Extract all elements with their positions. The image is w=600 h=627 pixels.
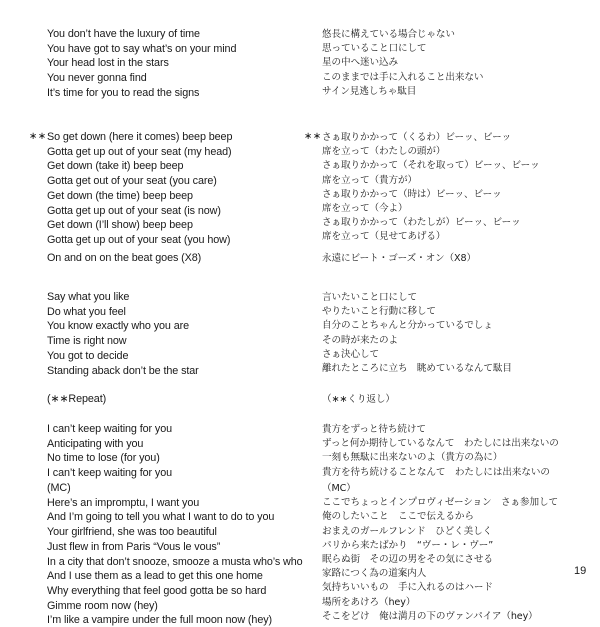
- lyric-line: 席を立って（今よ）: [322, 203, 408, 214]
- lyric-line: Standing aback don’t be the star: [47, 364, 199, 377]
- lyric-line: サイン見逃しちゃ駄目: [322, 85, 417, 97]
- lyric-line: Say what you like: [47, 291, 130, 303]
- lyric-line: And I’m going to tell you what I want to do to you: [47, 511, 275, 524]
- lyric-line: そこをどけ 俺は満月の下のヴァンパイア（hey）: [322, 610, 538, 622]
- lyric-line: 場所をあけろ（hey）: [322, 596, 416, 608]
- lyric-line: 席を立って（見せてあげる）: [322, 231, 446, 243]
- lyric-line: Your head lost in the stars: [47, 57, 169, 70]
- lyric-line: Why everything that feel good gotta be so hard: [47, 584, 267, 597]
- lyric-line: I can’t keep waiting for you: [47, 423, 173, 435]
- lyric-line: Time is right now: [47, 335, 127, 348]
- lyric-line: Your girlfriend, she was too beautiful: [47, 526, 217, 539]
- lyric-line: 永遠にビート・ゴーズ・オン（X8）: [322, 253, 477, 264]
- lyric-line: 離れたところに立ち 眺めているなんて駄目: [322, 363, 512, 374]
- lyric-line: ずっと何か期待しているなんて わたしには出来ないの: [322, 438, 559, 450]
- lyric-line: （MC）: [322, 483, 356, 494]
- lyric-line: On and on on the beat goes (X8): [47, 252, 202, 264]
- lyric-line: I’m like a vampire under the full moon now (hey): [47, 614, 273, 627]
- lyric-line: さぁ決心して: [322, 348, 379, 360]
- lyric-line: It’s time for you to read the signs: [47, 86, 200, 99]
- lyric-line: Anticipating with you: [47, 437, 144, 450]
- lyric-line: Gotta get up out of your seat (my head): [47, 145, 232, 158]
- lyric-line: 俺のしたいこと ここで伝えるから: [322, 511, 474, 523]
- lyric-line: その時が来たのよ: [322, 334, 398, 346]
- lyric-line: Here’s an impromptu, I want you: [47, 496, 200, 509]
- lyric-line: 悠長に構えている場合じゃない: [322, 29, 455, 40]
- lyric-line: Do what you feel: [47, 305, 126, 318]
- lyric-line: さぁ取りかかって（わたしが）ビーッ、ビーッ: [322, 217, 521, 229]
- lyric-line: 自分のことちゃんと分かっているでしょ: [322, 320, 493, 332]
- lyric-line: You know exactly who you are: [47, 320, 190, 333]
- lyric-line: Gotta get up out of your seat (is now): [47, 204, 221, 217]
- lyric-line: 家路につく為の道案内人: [322, 568, 427, 580]
- lyric-line: （∗∗くり返し）: [322, 394, 395, 405]
- lyric-line: And I use them as a lead to get this one home: [47, 570, 263, 583]
- lyric-line: (MC): [47, 482, 71, 494]
- lyric-line: 言いたいこと口にして: [322, 292, 417, 303]
- lyric-line: Gimme room now (hey): [47, 599, 158, 612]
- lyric-line: 貴方をずっと待ち続けて: [322, 424, 426, 435]
- lyric-line: No time to lose (for you): [47, 452, 160, 465]
- lyric-line: 気持ちいいもの 手に入れるのはハード: [322, 582, 493, 594]
- lyric-line: パリから来たばかり “ヴー・レ・ヴー”: [322, 539, 494, 551]
- lyric-line: ここでちょっとインプロヴィゼーション さぁ参加して: [322, 497, 558, 509]
- lyric-line: You don’t have the luxury of time: [47, 28, 200, 40]
- lyric-line: You got to decide: [47, 349, 129, 362]
- lyric-line: In a city that don’t snooze, smooze a musta who’s who: [47, 555, 303, 568]
- lyric-line: Get down (I’ll show) beep beep: [47, 219, 193, 232]
- lyric-line: I can’t keep waiting for you: [47, 467, 173, 480]
- lyric-line: 思っていること口にして: [322, 43, 427, 55]
- lyric-line: Get down (the time) beep beep: [47, 189, 193, 202]
- lyric-line: You never gonna find: [47, 72, 147, 85]
- lyric-line: 星の中へ迷い込み: [322, 57, 398, 69]
- chorus-marker: ∗∗: [304, 131, 322, 142]
- lyric-line: Gotta get up out of your seat (you how): [47, 233, 231, 246]
- lyric-line: 一刻も無駄に出来ないのよ（貴方の為に）: [322, 452, 503, 464]
- lyric-line: このままでは手に入れること出来ない: [322, 71, 484, 83]
- lyric-line: 席を立って（わたしの頭が）: [322, 146, 446, 158]
- page-number: 19: [574, 565, 587, 577]
- lyric-line: Get down (take it) beep beep: [47, 160, 184, 173]
- lyric-line: おまえのガールフレンド ひどく美しく: [322, 525, 493, 537]
- lyric-line: Just flew in from Paris “Vous le vous”: [47, 540, 221, 553]
- chorus-marker: ∗∗: [29, 131, 47, 142]
- lyric-line: やりたいこと行動に移して: [322, 306, 436, 318]
- lyric-line: 貴方を待ち続けることなんて わたしには出来ないの: [322, 466, 550, 478]
- lyric-line: 眠らぬ街 その辺の男をその気にさせる: [322, 554, 493, 565]
- lyric-line: さぁ取りかかって（それを取って）ビーッ、ビーッ: [322, 160, 540, 172]
- lyric-line: Gotta get out of your seat (you care): [47, 175, 217, 188]
- lyric-line: So get down (here it comes) beep beep: [47, 131, 233, 143]
- lyric-line: さぁ取りかかって（時は）ビーッ、ビーッ: [322, 188, 502, 200]
- lyric-line: You have got to say what’s on your mind: [47, 42, 237, 55]
- lyric-line: 席を立って（貴方が）: [322, 174, 417, 186]
- lyric-line: さぁ取りかかって（くるわ）ビーッ、ビーッ: [322, 132, 512, 143]
- lyric-line: (∗∗Repeat): [47, 393, 107, 405]
